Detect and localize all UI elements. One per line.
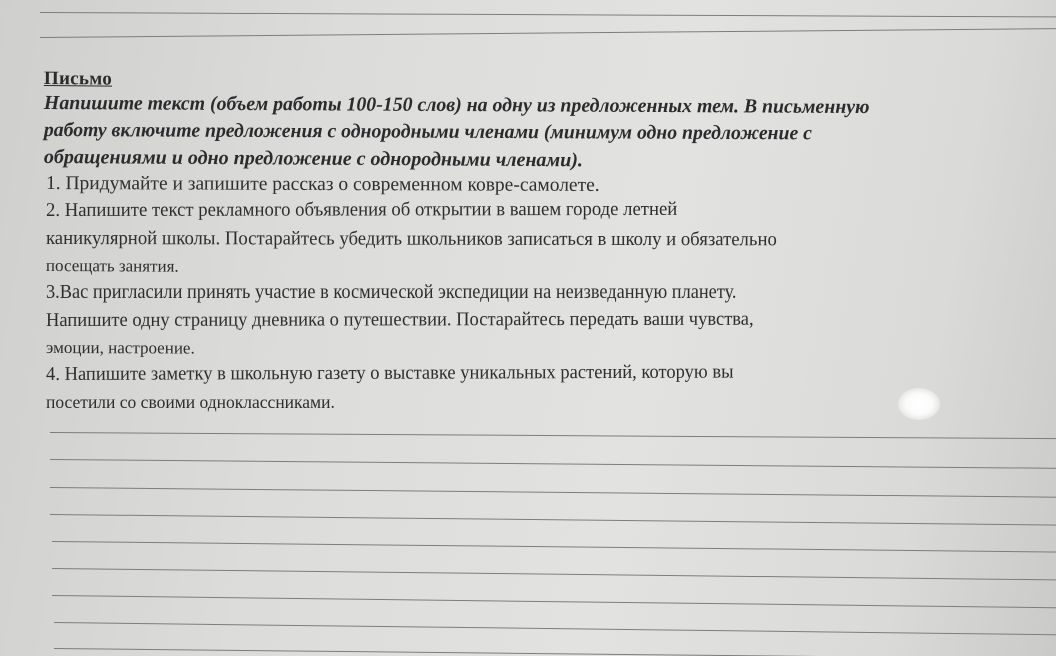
task-3-line: 3.Вас пригласили принять участие в космической экспедиции на неизведанную планету. (46, 282, 737, 303)
instruction-line: Напишите текст (объем работы 100-150 слов) на одну из предложенных тем. В письменную (43, 92, 870, 119)
writing-line (54, 648, 1056, 656)
top-ruled-line (40, 12, 1056, 17)
task-2-line: каникулярной школы. Постарайтесь убедить школьников записаться в школу и обязательно (45, 228, 777, 251)
writing-line (50, 459, 1056, 469)
task-4-line: посетили со своими одноклассниками. (46, 392, 335, 412)
task-1-line: 1. Придумайте и запишите рассказ о современном ковре-самолете. (45, 173, 600, 196)
task-4-line: 4. Напишите заметку в школьную газету о выставке уникальных растений, которую вы (46, 361, 734, 385)
writing-line (50, 514, 1056, 526)
task-3-line: Напишите одну страницу дневника о путешествии. Постарайтесь передать ваши чувства, (46, 308, 754, 331)
writing-line (52, 541, 1056, 553)
writing-line (52, 595, 1056, 608)
light-glare (898, 388, 940, 420)
task-3-line: эмоции, настроение. (45, 338, 195, 358)
writing-line (54, 622, 1056, 635)
task-2-line: посещать занятия. (45, 256, 179, 276)
top-ruled-line (40, 28, 1056, 38)
instruction-line: работу включите предложения с однородными членами (минимум одно предложение с (43, 119, 812, 145)
writing-line (52, 568, 1056, 580)
writing-line (50, 432, 1056, 439)
section-heading: Письмо (43, 68, 113, 90)
task-2-line: 2. Напишите текст рекламного объявления об открытии в вашем городе летней (46, 198, 678, 221)
instruction-line: обращениями и одно предложение с однородными членами). (43, 146, 584, 172)
writing-line (50, 487, 1056, 498)
